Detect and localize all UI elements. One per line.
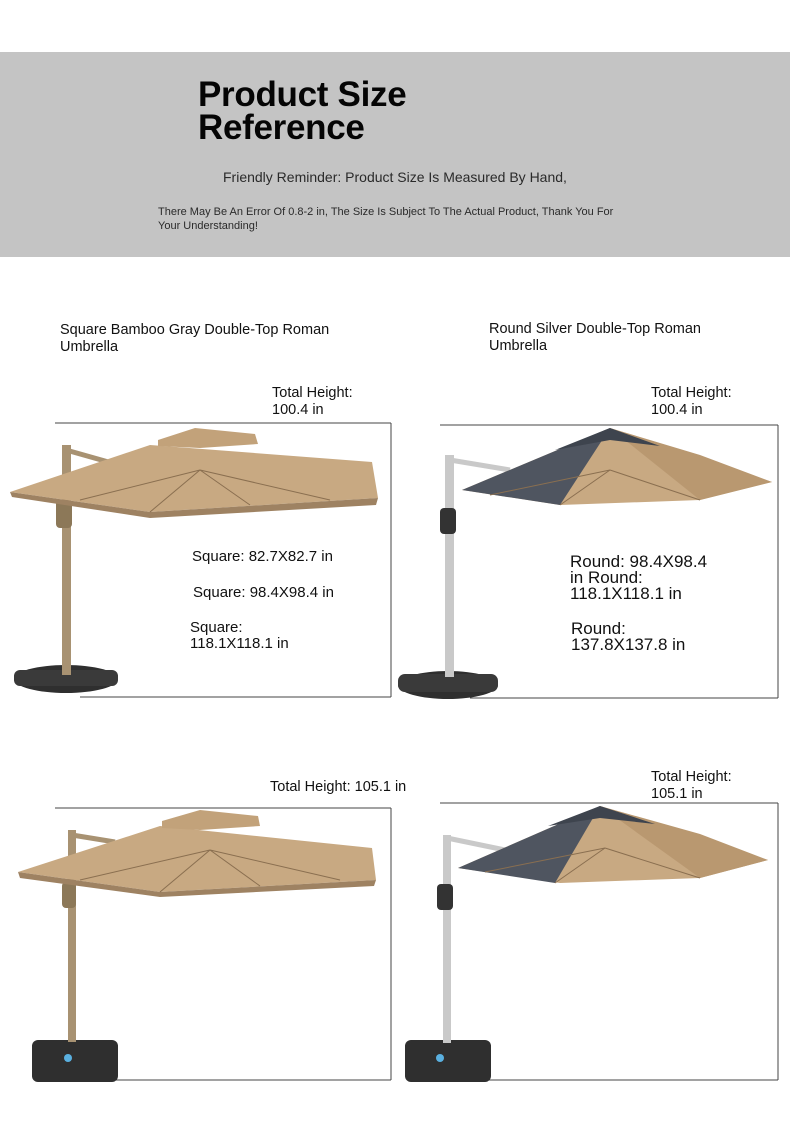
square-size-3-line1: Square: (190, 619, 243, 636)
round-caption-line1: Round Silver Double-Top Roman (489, 321, 701, 337)
square-caption-line2: Umbrella (60, 339, 119, 355)
round-size-2-line2: 137.8X137.8 in (571, 635, 686, 654)
round-base-total-height-label: Total Height: (651, 769, 732, 785)
round-size-1-line2: in Round: (570, 568, 643, 587)
square-total-height (272, 385, 353, 419)
round-size-1-line3: 118.1X118.1 in (570, 584, 682, 603)
square-size-3 (190, 620, 289, 652)
round-base-total-height (651, 769, 732, 803)
square-umbrella-base-image (18, 808, 391, 1082)
square-total-height-label: Total Height: (272, 385, 353, 401)
square-size-2: Square: 98.4X98.4 in (193, 584, 334, 601)
round-total-height-label: Total Height: (651, 385, 732, 401)
round-caption (489, 321, 769, 355)
square-caption-line1: Square Bamboo Gray Double-Top Roman (60, 322, 330, 338)
round-base-total-height-value: 105.1 in (651, 786, 703, 802)
square-size-3-line2: 118.1X118.1 in (190, 635, 289, 652)
square-size-1: Square: 82.7X82.7 in (192, 548, 333, 565)
square-caption (60, 322, 380, 356)
round-size-2 (571, 621, 685, 653)
round-caption-line2: Umbrella (489, 338, 548, 354)
page-title-line1: Product Size (198, 75, 407, 114)
round-umbrella-base-image (405, 803, 778, 1082)
round-size-1 (570, 554, 707, 602)
page-title-line2: Reference (198, 108, 365, 147)
square-total-height-value: 100.4 in (272, 402, 324, 418)
reminder-text: Friendly Reminder: Product Size Is Measured By Hand, (223, 169, 567, 185)
round-total-height (651, 385, 732, 419)
disclaimer-text: There May Be An Error Of 0.8-2 in, The Size Is Subject To The Actual Product, Thank You For Your Understanding! (158, 206, 614, 232)
round-size-1-line1: Round: 98.4X98.4 (570, 552, 708, 571)
round-total-height-value: 100.4 in (651, 402, 703, 418)
square-base-total-height: Total Height: 105.1 in (270, 779, 407, 795)
round-size-2-line1: Round: (571, 619, 626, 638)
